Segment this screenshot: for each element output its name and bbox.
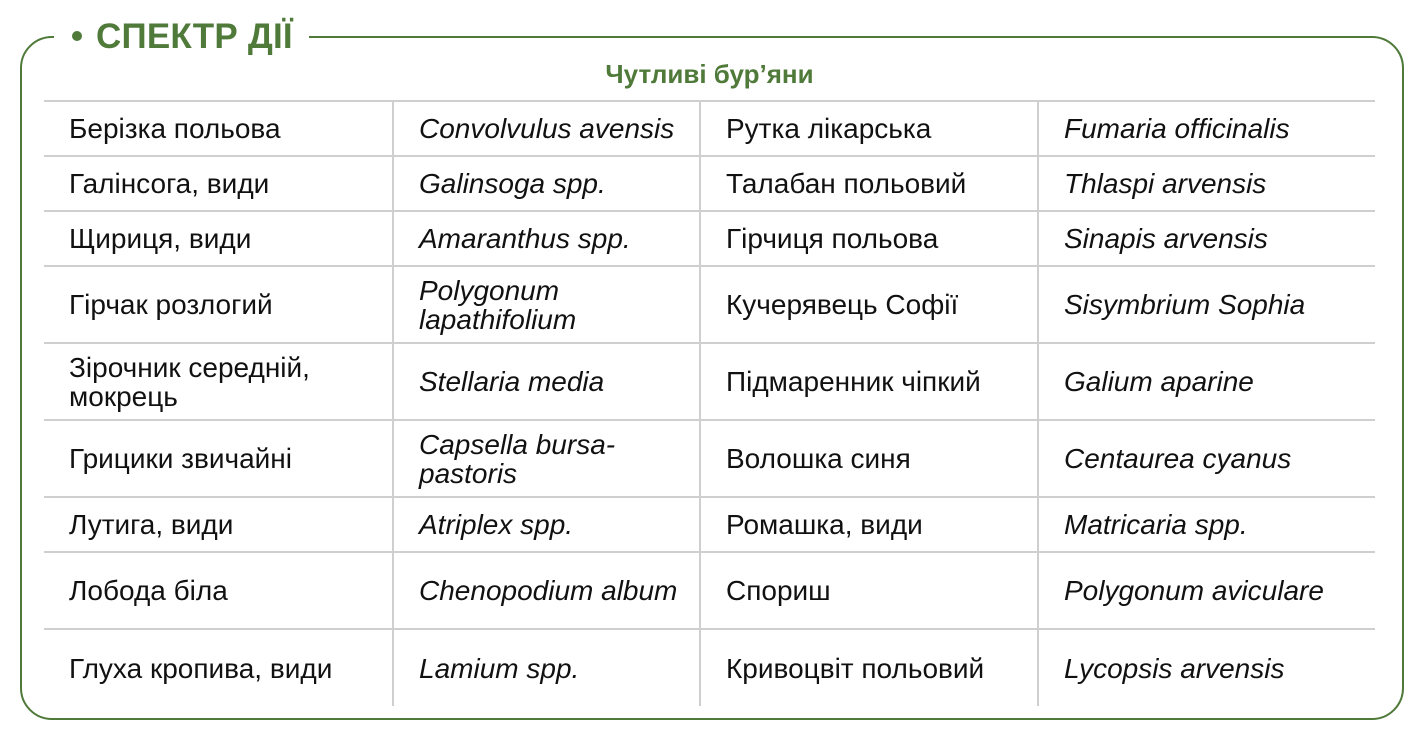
- weed-latin-name: Sinapis arvensis: [1038, 211, 1375, 266]
- weed-common-name: Берізка польова: [44, 101, 393, 156]
- section-heading: [54, 12, 309, 60]
- weed-latin-name: Galinsoga spp.: [393, 156, 700, 211]
- weed-common-name: Волошка синя: [700, 420, 1038, 497]
- weed-latin-name: Thlaspi arvensis: [1038, 156, 1375, 211]
- weed-common-name: Талабан польовий: [700, 156, 1038, 211]
- weed-common-name: Лобода біла: [44, 552, 393, 629]
- weed-latin-name: Polygonum aviculare: [1038, 552, 1375, 629]
- weed-latin-name: Atriplex spp.: [393, 497, 700, 552]
- weed-latin-name: Galium aparine: [1038, 343, 1375, 420]
- section-title: СПЕКТР ДІЇ: [96, 16, 293, 56]
- table-row: [44, 629, 1375, 706]
- table-row: [44, 552, 1375, 629]
- weeds-table: [44, 100, 1375, 706]
- weed-latin-name: Chenopodium album: [393, 552, 700, 629]
- weed-latin-name: Sisymbrium Sophia: [1038, 266, 1375, 343]
- weed-common-name: Гірчиця польова: [700, 211, 1038, 266]
- weed-common-name: Кучерявець Софії: [700, 266, 1038, 343]
- weed-common-name: Спориш: [700, 552, 1038, 629]
- weed-latin-name: Polygonum lapathifolium: [393, 266, 700, 343]
- weed-latin-name: Lamium spp.: [393, 629, 700, 706]
- weed-common-name: Кривоцвіт польовий: [700, 629, 1038, 706]
- weed-common-name: Гірчак розлогий: [44, 266, 393, 343]
- table-row: [44, 211, 1375, 266]
- table-row: [44, 420, 1375, 497]
- weed-latin-name: Stellaria media: [393, 343, 700, 420]
- table-row: [44, 497, 1375, 552]
- table-row: [44, 101, 1375, 156]
- table-row: [44, 343, 1375, 420]
- weed-latin-name: Amaranthus spp.: [393, 211, 700, 266]
- bullet-dot-icon: [72, 31, 82, 41]
- weed-latin-name: Lycopsis arvensis: [1038, 629, 1375, 706]
- table-row: [44, 266, 1375, 343]
- table-subtitle: Чутливі бур’яни: [605, 59, 814, 89]
- weed-latin-name: Capsella bursa-pastoris: [393, 420, 700, 497]
- weed-latin-name: Centaurea cyanus: [1038, 420, 1375, 497]
- weed-common-name: Галінсога, види: [44, 156, 393, 211]
- weed-common-name: Грицики звичайні: [44, 420, 393, 497]
- weed-common-name: Підмаренник чіпкий: [700, 343, 1038, 420]
- weed-common-name: Глуха кропива, види: [69, 652, 333, 684]
- weed-latin-name: Fumaria officinalis: [1038, 101, 1375, 156]
- weed-common-name: Ромашка, види: [700, 497, 1038, 552]
- weed-common-name: Рутка лікарська: [700, 101, 1038, 156]
- weed-latin-name: Convolvulus avensis: [393, 101, 700, 156]
- weed-common-name: Лутига, види: [44, 497, 393, 552]
- table-row: [44, 156, 1375, 211]
- weed-latin-name: Matricaria spp.: [1038, 497, 1375, 552]
- weed-common-name: Зірочник середній, мокрець: [44, 343, 393, 420]
- weed-common-name: Щириця, види: [44, 211, 393, 266]
